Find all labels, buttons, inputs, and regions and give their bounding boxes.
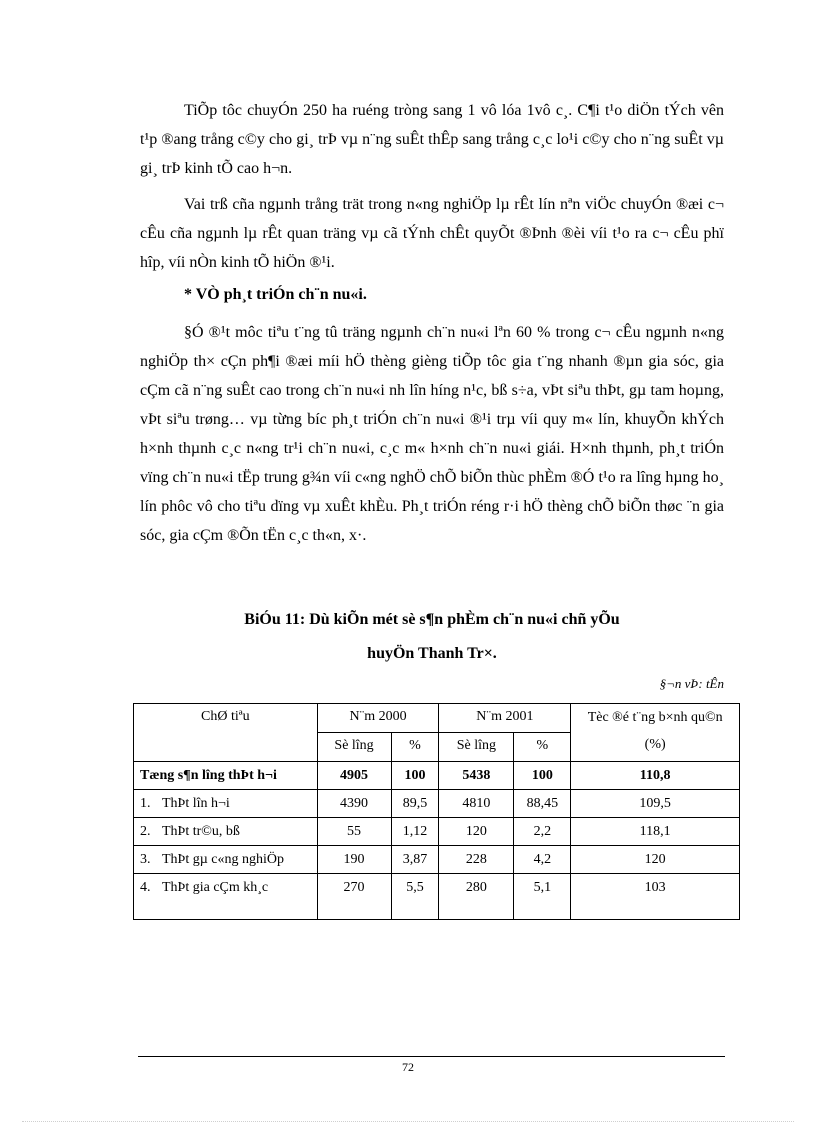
row-index: 2. [140, 824, 151, 839]
header-year-2001: N¨m 2001 [439, 704, 571, 733]
paragraph-2 [140, 190, 724, 277]
paragraph-3 [140, 318, 724, 550]
livestock-table [133, 703, 740, 920]
table-row [134, 846, 740, 874]
table-title-line-2: huyÖn Thanh Tr×. [367, 645, 497, 662]
row-index: 4. [140, 880, 151, 895]
cell-qty-2001: 4810 [439, 790, 514, 818]
row-index: 3. [140, 852, 151, 867]
header-qty-2001: Sè lîng [439, 733, 514, 762]
page-edge-divider [22, 1121, 794, 1122]
cell-qty-2001: 280 [439, 874, 514, 920]
cell-qty-2001: 120 [439, 818, 514, 846]
row-label-cell [134, 818, 318, 846]
paragraph-1-text: TiÕp tôc chuyÓn 250 ha ruéng tròng sang 1 vô lóa 1vô c¸. C¶i t¹o diÖn tÝch vên t¹p ®ang trång c©y cho gi¸ trÞ vµ n¨ng suÊt thÊp sang trång c¸c lo¹i c©y cho n¨ng suÊt vµ gi¸ trÞ kinh tÕ cao h¬n. [140, 102, 724, 177]
header-year-2000: N¨m 2000 [317, 704, 439, 733]
row-index: 1. [140, 796, 151, 811]
section-heading: * VÒ ph¸t triÓn ch¨n nu«i. [184, 286, 367, 303]
cell-qty-2000: 55 [317, 818, 391, 846]
header-growth-rate: Tèc ®é t¨ng b×nh qu©n (%) [571, 704, 740, 762]
cell-qty-2001: 5438 [439, 762, 514, 790]
cell-pct-2000: 89,5 [391, 790, 439, 818]
footer-divider [138, 1056, 725, 1057]
table-row [134, 818, 740, 846]
cell-qty-2000: 4390 [317, 790, 391, 818]
cell-growth: 120 [571, 846, 740, 874]
cell-pct-2001: 88,45 [514, 790, 571, 818]
table-title-line-1: BiÓu 11: Dù kiÕn mét sè s¶n phÈm ch¨n nu«i chñ yÕu [244, 611, 620, 628]
table-row [134, 762, 740, 790]
row-label: ThÞt gia cÇm kh¸c [162, 880, 269, 895]
row-label-cell [134, 874, 318, 920]
unit-label: §¬n vÞ: tÊn [659, 676, 724, 691]
row-label: ThÞt tr©u, bß [162, 824, 240, 839]
cell-growth: 110,8 [571, 762, 740, 790]
page-number: 72 [402, 1060, 414, 1074]
header-indicator: ChØ tiªu [134, 704, 318, 762]
cell-qty-2000: 190 [317, 846, 391, 874]
cell-growth: 118,1 [571, 818, 740, 846]
header-pct-2001: % [514, 733, 571, 762]
table-row [134, 874, 740, 920]
cell-pct-2000: 5,5 [391, 874, 439, 920]
cell-pct-2000: 100 [391, 762, 439, 790]
cell-growth: 103 [571, 874, 740, 920]
paragraph-3-text: §Ó ®¹t môc tiªu t¨ng tû träng ngµnh ch¨n nu«i lªn 60 % trong c¬ cÊu ngµnh n«ng nghiÖp th× cÇn ph¶i ®æi míi hÖ thèng gièng tiÕp tôc gia t¨ng nhanh ®µn gia sóc, gia cÇm cã n¨ng suÊt cao trong ch¨n nu«i nh lîn híng n¹c, bß s÷a, vÞt siªu thÞt, gµ tam hoµng, vÞt siªu trøng… vµ từng bíc ph¸t triÓn ch¨n nu«i ®¹i trµ víi quy m« lín, khuyÕn khÝch h×nh thµnh c¸c n«ng tr¹i ch¨n nu«i, c¸c m« h×nh ch¨n nu«i giái. H×nh thµnh, ph¸t triÓn vïng ch¨n nu«i tËp trung g¾n víi c«ng nghÖ chÕ biÕn thùc phÈm ®Ó t¹o ra lîng hµng ho¸ lín phôc vô cho tiªu dïng vµ xuÊt khÈu. Ph¸t triÓn réng r·i hÖ thèng chÕ biÕn thøc ¨n gia sóc, gia cÇm ®Õn tËn c¸c th«n, x·. [140, 324, 724, 544]
cell-qty-2001: 228 [439, 846, 514, 874]
cell-pct-2000: 1,12 [391, 818, 439, 846]
cell-pct-2000: 3,87 [391, 846, 439, 874]
header-pct-2000: % [391, 733, 439, 762]
cell-pct-2001: 2,2 [514, 818, 571, 846]
cell-growth: 109,5 [571, 790, 740, 818]
paragraph-1 [140, 96, 724, 183]
row-label-cell [134, 790, 318, 818]
row-label: ThÞt gµ c«ng nghiÖp [162, 852, 285, 867]
row-label: Tæng s¶n lîng thÞt h¬i [134, 762, 318, 790]
table-row [134, 790, 740, 818]
table-header-row-1 [134, 704, 740, 733]
cell-qty-2000: 4905 [317, 762, 391, 790]
row-label: ThÞt lîn h¬i [162, 796, 230, 811]
paragraph-2-text: Vai trß cña ngµnh trång trät trong n«ng nghiÖp lµ rÊt lín nªn viÖc chuyÓn ®æi c¬ cÊu cña ngµnh lµ rÊt quan träng vµ cã tÝnh chÊt quyÕt ®Þnh ®èi víi t¹o ra c¬ cÊu phï hîp, víi nÒn kinh tÕ hiÖn ®¹i. [140, 196, 724, 271]
cell-qty-2000: 270 [317, 874, 391, 920]
cell-pct-2001: 4,2 [514, 846, 571, 874]
header-qty-2000: Sè lîng [317, 733, 391, 762]
cell-pct-2001: 5,1 [514, 874, 571, 920]
cell-pct-2001: 100 [514, 762, 571, 790]
row-label-cell [134, 846, 318, 874]
